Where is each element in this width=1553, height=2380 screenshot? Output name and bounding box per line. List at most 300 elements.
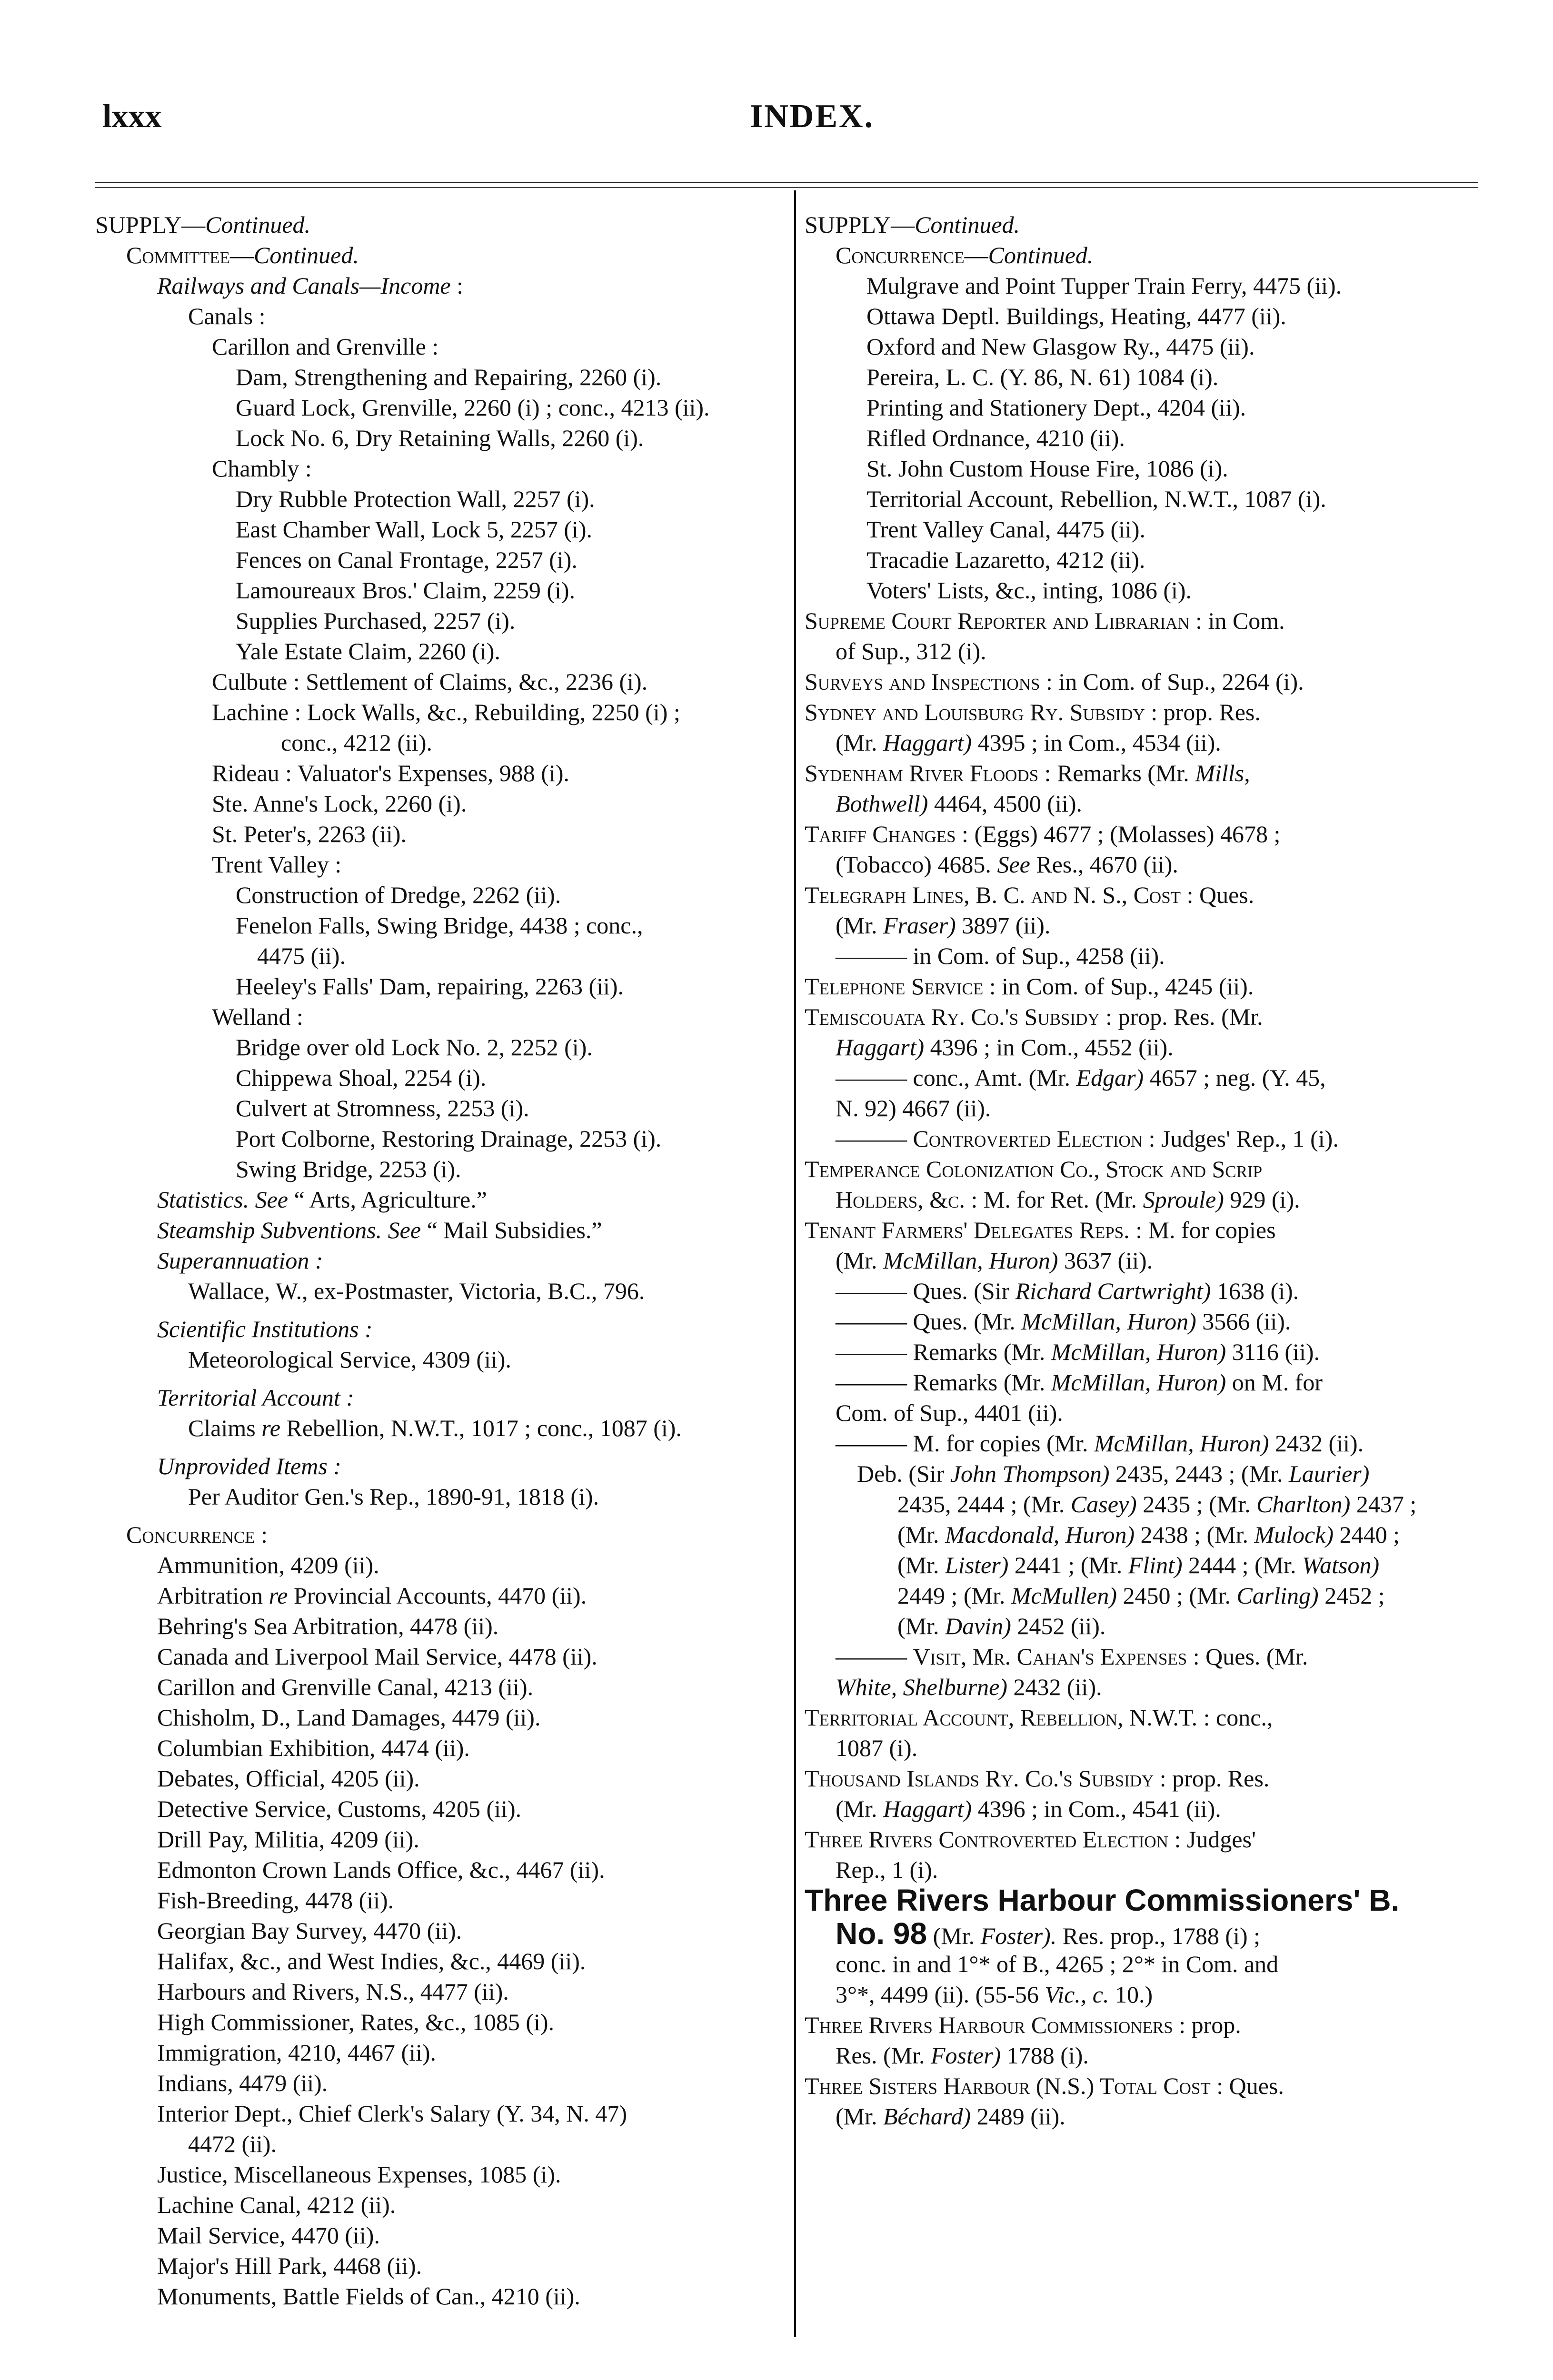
entry-text: 4475 (ii). bbox=[257, 942, 346, 969]
index-line bbox=[212, 697, 680, 727]
index-line bbox=[836, 1093, 991, 1123]
index-line bbox=[212, 758, 569, 788]
entry-text: : prop. Res. bbox=[1154, 1765, 1270, 1792]
index-line bbox=[897, 1550, 1379, 1580]
entry-text: Continued. bbox=[988, 242, 1094, 268]
entry-text: Immigration, 4210, 4467 (ii). bbox=[157, 2039, 437, 2066]
bill-title-text: No. 98 bbox=[836, 1916, 927, 1951]
index-line bbox=[157, 1184, 487, 1215]
entry-text: Wallace, W., ex-Postmaster, Victoria, B.C., 796. bbox=[188, 1278, 645, 1304]
entry-text: Arbitration bbox=[157, 1582, 269, 1609]
index-line bbox=[866, 301, 1286, 331]
index-line bbox=[836, 1979, 1153, 2010]
entry-text: Territorial Account : bbox=[157, 1384, 354, 1411]
index-line bbox=[157, 2007, 554, 2037]
entry-text: Rep., 1 (i). bbox=[836, 1856, 938, 1883]
index-line bbox=[157, 1854, 605, 1885]
index-line bbox=[836, 788, 1082, 819]
entry-text: 4472 (ii). bbox=[188, 2131, 277, 2157]
index-line bbox=[805, 971, 1254, 1002]
index-line bbox=[157, 1641, 597, 1672]
index-line bbox=[257, 941, 346, 971]
index-line bbox=[95, 209, 310, 240]
index-line bbox=[897, 1611, 1105, 1641]
entry-text: 10.) bbox=[1109, 1981, 1153, 2008]
index-line bbox=[836, 2101, 1065, 2132]
entry-text: 1638 (i). bbox=[1211, 1278, 1299, 1304]
entry-text: Guard Lock, Grenville, 2260 (i) ; conc., 4213 (ii). bbox=[236, 394, 710, 421]
index-line bbox=[805, 1885, 1399, 1918]
entry-text: Continued. bbox=[254, 242, 359, 268]
entry-text: Mail Service, 4470 (ii). bbox=[157, 2222, 380, 2249]
index-line bbox=[836, 1032, 1174, 1062]
entry-text: Canada and Liverpool Mail Service, 4478 (ii). bbox=[157, 1643, 597, 1670]
entry-text: See bbox=[388, 1217, 421, 1243]
index-line bbox=[836, 1367, 1323, 1398]
index-line bbox=[236, 971, 624, 1002]
entry-text: McMillan, Huron) bbox=[1051, 1339, 1226, 1365]
header-rule-secondary bbox=[95, 187, 1478, 188]
index-line bbox=[836, 1398, 1063, 1428]
entry-text: Behring's Sea Arbitration, 4478 (ii). bbox=[157, 1613, 499, 1639]
entry-text: Monuments, Battle Fields of Can., 4210 (ii). bbox=[157, 2283, 580, 2310]
index-line bbox=[236, 605, 515, 636]
entry-text: Construction of Dredge, 2262 (ii). bbox=[236, 882, 561, 908]
index-line bbox=[157, 1451, 341, 1481]
entry-text: Detective Service, Customs, 4205 (ii). bbox=[157, 1795, 522, 1822]
entry-text: Drill Pay, Militia, 4209 (ii). bbox=[157, 1826, 419, 1853]
index-line bbox=[866, 575, 1192, 605]
entry-text: Tracadie Lazaretto, 4212 (ii). bbox=[866, 546, 1145, 573]
index-line bbox=[236, 910, 643, 941]
index-line bbox=[897, 1580, 1385, 1611]
entry-text: (Mr. bbox=[836, 1795, 883, 1822]
entry-text: Charlton) bbox=[1256, 1491, 1351, 1517]
entry-heading: Concurrence bbox=[836, 242, 965, 268]
entry-text: Haggart) bbox=[883, 729, 972, 756]
entry-text: : Judges' Rep., 1 (i). bbox=[1143, 1125, 1339, 1152]
index-line bbox=[836, 1245, 1153, 1276]
entry-text: McMullen) bbox=[1011, 1582, 1117, 1609]
entry-text: 4395 ; in Com., 4534 (ii). bbox=[972, 729, 1221, 756]
entry-text: Meteorological Service, 4309 (ii). bbox=[188, 1346, 511, 1373]
index-line bbox=[805, 2010, 1241, 2040]
index-line bbox=[236, 423, 644, 453]
entry-text bbox=[382, 1217, 388, 1243]
index-line bbox=[188, 2129, 277, 2159]
entry-text: 3°*, 4499 (ii). (55-56 bbox=[836, 1981, 1045, 2008]
entry-heading: Visit, Mr. Cahan's Expenses bbox=[913, 1643, 1187, 1670]
entry-text: Indians, 4479 (ii). bbox=[157, 2070, 328, 2096]
entry-text: on M. for bbox=[1226, 1369, 1323, 1396]
entry-text: Pereira, L. C. (Y. 86, N. 61) 1084 (i). bbox=[866, 364, 1219, 390]
index-line bbox=[866, 331, 1254, 362]
entry-text: ——— conc., Amt. (Mr. bbox=[836, 1064, 1076, 1091]
entry-text: 4657 ; neg. (Y. 45, bbox=[1144, 1064, 1326, 1091]
entry-text bbox=[249, 1186, 255, 1213]
entry-text: Edgar) bbox=[1076, 1064, 1144, 1091]
entry-text: Halifax, &c., and West Indies, &c., 4469 (ii). bbox=[157, 1948, 586, 1974]
index-line bbox=[836, 1337, 1320, 1367]
index-line bbox=[836, 1306, 1291, 1337]
index-line bbox=[236, 514, 592, 545]
entry-text: : Ques. (Mr. bbox=[1187, 1643, 1308, 1670]
entry-text: SUPPLY— bbox=[805, 211, 915, 238]
entry-text: Debates, Official, 4205 (ii). bbox=[157, 1765, 420, 1792]
entry-text: Lister) bbox=[945, 1552, 1009, 1578]
entry-text: Welland : bbox=[212, 1003, 303, 1030]
entry-text: — bbox=[964, 242, 988, 268]
entry-text: : prop. Res. (Mr. bbox=[1099, 1003, 1263, 1030]
entry-text: : Remarks (Mr. bbox=[1038, 760, 1195, 786]
entry-text: Haggart) bbox=[883, 1795, 972, 1822]
index-line bbox=[836, 1062, 1326, 1093]
index-line bbox=[805, 1763, 1269, 1794]
index-line bbox=[805, 1824, 1256, 1854]
index-line bbox=[836, 1641, 1308, 1672]
entry-text: White, Shelburne) bbox=[836, 1674, 1008, 1700]
entry-text: Mills, bbox=[1195, 760, 1250, 786]
entry-text: See bbox=[255, 1186, 288, 1213]
entry-text: Edmonton Crown Lands Office, &c., 4467 (ii). bbox=[157, 1856, 605, 1883]
entry-text: Bothwell) bbox=[836, 790, 928, 817]
entry-text: Statistics. bbox=[157, 1186, 249, 1213]
entry-text: Yale Estate Claim, 2260 (i). bbox=[236, 638, 500, 664]
header-rule bbox=[95, 182, 1478, 183]
entry-text: : prop. bbox=[1173, 2012, 1241, 2038]
entry-text: of Sup., 312 (i). bbox=[836, 638, 986, 664]
index-line bbox=[188, 1481, 599, 1512]
entry-text: Res. (Mr. bbox=[836, 2042, 931, 2069]
entry-heading: Holders, &c. bbox=[836, 1186, 965, 1213]
entry-text: Carillon and Grenville : bbox=[212, 333, 439, 360]
entry-text: Macdonald, Huron) bbox=[945, 1521, 1135, 1548]
entry-text: Printing and Stationery Dept., 4204 (ii). bbox=[866, 394, 1246, 421]
index-line bbox=[866, 453, 1228, 484]
entry-text: : prop. Res. bbox=[1145, 699, 1261, 725]
entry-text: : in Com. bbox=[1189, 607, 1285, 634]
entry-text: (Mr. bbox=[927, 1923, 981, 1949]
index-line bbox=[212, 819, 407, 849]
index-line bbox=[157, 1314, 373, 1344]
index-line bbox=[236, 575, 575, 605]
entry-text: McMillan, Huron) bbox=[1021, 1308, 1196, 1335]
index-line bbox=[805, 697, 1261, 727]
page-number: lxxx bbox=[102, 98, 162, 135]
entry-text: 2438 ; (Mr. bbox=[1135, 1521, 1254, 1548]
entry-text: : in Com. of Sup., 2264 (i). bbox=[1040, 668, 1304, 695]
entry-text: re bbox=[261, 1415, 280, 1441]
index-line bbox=[188, 1344, 511, 1375]
entry-text: 2452 ; bbox=[1318, 1582, 1385, 1609]
index-line bbox=[281, 727, 432, 758]
entry-heading: Tenant Farmers' Delegates Reps. bbox=[805, 1217, 1130, 1243]
entry-text: Richard Cartwright) bbox=[1015, 1278, 1211, 1304]
index-line bbox=[805, 2071, 1284, 2101]
index-line bbox=[236, 1093, 529, 1123]
entry-text: Continued. bbox=[205, 211, 311, 238]
entry-text: Ottawa Deptl. Buildings, Heating, 4477 (ii). bbox=[866, 303, 1286, 329]
index-line bbox=[805, 819, 1280, 849]
entry-text: Culvert at Stromness, 2253 (i). bbox=[236, 1095, 529, 1121]
entry-text: Georgian Bay Survey, 4470 (ii). bbox=[157, 1917, 462, 1944]
index-line bbox=[836, 910, 1050, 941]
index-line bbox=[157, 1245, 323, 1276]
entry-text: 2437 ; bbox=[1350, 1491, 1417, 1517]
entry-text: ——— bbox=[836, 1643, 913, 1670]
entry-text: : M. for Ret. (Mr. bbox=[965, 1186, 1143, 1213]
index-line bbox=[157, 1885, 394, 1915]
index-line bbox=[212, 453, 312, 484]
entry-text: Sproule) bbox=[1143, 1186, 1224, 1213]
entry-text: 4396 ; in Com., 4552 (ii). bbox=[924, 1034, 1174, 1061]
entry-text: : M. for copies bbox=[1129, 1217, 1276, 1243]
index-line bbox=[212, 666, 647, 697]
entry-heading: Concurrence bbox=[126, 1521, 255, 1548]
entry-heading: Temperance Colonization Co., Stock and Scrip bbox=[805, 1156, 1263, 1182]
index-line bbox=[188, 301, 265, 331]
entry-text: (Mr. bbox=[836, 912, 883, 939]
index-line bbox=[836, 727, 1221, 758]
entry-text: ——— bbox=[836, 1125, 913, 1152]
index-line bbox=[836, 1794, 1221, 1824]
entry-text: Lachine : Lock Walls, &c., Rebuilding, 2250 (i) ; bbox=[212, 699, 680, 725]
entry-text: Per Auditor Gen.'s Rep., 1890-91, 1818 (i). bbox=[188, 1483, 599, 1510]
index-line bbox=[866, 392, 1246, 423]
index-line bbox=[805, 1702, 1273, 1733]
entry-text: Chippewa Shoal, 2254 (i). bbox=[236, 1064, 487, 1091]
entry-text: See bbox=[997, 851, 1030, 878]
entry-text: Watson) bbox=[1302, 1552, 1380, 1578]
entry-text: (Tobacco) 4685. bbox=[836, 851, 997, 878]
index-line bbox=[836, 1918, 1260, 1951]
entry-text: Provincial Accounts, 4470 (ii). bbox=[288, 1582, 587, 1609]
entry-heading: Territorial Account, Rebellion, N.W.T. bbox=[805, 1704, 1198, 1731]
entry-text: Béchard) bbox=[883, 2103, 971, 2130]
entry-text: Res., 4670 (ii). bbox=[1030, 851, 1178, 878]
index-line bbox=[836, 1854, 938, 1885]
index-line bbox=[157, 2068, 328, 2098]
index-line bbox=[157, 1976, 509, 2007]
entry-text: : Ques. bbox=[1181, 882, 1254, 908]
index-line bbox=[866, 423, 1125, 453]
entry-text: SUPPLY— bbox=[95, 211, 206, 238]
index-line bbox=[836, 1672, 1102, 1702]
index-line bbox=[157, 2037, 436, 2068]
entry-text: ——— Remarks (Mr. bbox=[836, 1339, 1051, 1365]
entry-heading: Three Rivers Harbour Commissioners bbox=[805, 2012, 1173, 2038]
index-line bbox=[157, 1215, 602, 1245]
entry-text: ——— Ques. (Sir bbox=[836, 1278, 1015, 1304]
entry-text: 1087 (i). bbox=[836, 1735, 918, 1761]
entry-text: : (Eggs) 4677 ; (Molasses) 4678 ; bbox=[956, 821, 1281, 847]
index-line bbox=[126, 1519, 268, 1550]
entry-text: Unprovided Items : bbox=[157, 1453, 341, 1479]
entry-heading: Surveys and Inspections bbox=[805, 668, 1040, 695]
entry-text: : in Com. of Sup., 4245 (ii). bbox=[983, 973, 1254, 1000]
entry-text: 2444 ; (Mr. bbox=[1182, 1552, 1303, 1578]
index-line bbox=[805, 880, 1254, 910]
entry-text: conc. in and 1°* of B., 4265 ; 2°* in Com. and bbox=[836, 1951, 1279, 1977]
index-line bbox=[188, 1413, 682, 1443]
entry-text: 929 (i). bbox=[1224, 1186, 1300, 1213]
entry-text: Foster). bbox=[980, 1923, 1057, 1949]
entry-text: Laurier) bbox=[1288, 1460, 1370, 1487]
entry-text: Ste. Anne's Lock, 2260 (i). bbox=[212, 790, 467, 817]
entry-text: Dry Rubble Protection Wall, 2257 (i). bbox=[236, 486, 595, 512]
entry-text: 2435, 2443 ; (Mr. bbox=[1109, 1460, 1289, 1487]
index-line bbox=[157, 2281, 580, 2311]
entry-text: John Thompson) bbox=[950, 1460, 1110, 1487]
index-line bbox=[157, 270, 463, 301]
entry-text: 1788 (i). bbox=[1001, 2042, 1089, 2069]
index-line bbox=[157, 2220, 380, 2251]
entry-text: 2432 (ii). bbox=[1269, 1430, 1364, 1457]
entry-text: McMillan, Huron) bbox=[883, 1247, 1058, 1274]
index-line bbox=[157, 1702, 540, 1733]
entry-text: 2441 ; (Mr. bbox=[1008, 1552, 1128, 1578]
entry-text: re bbox=[269, 1582, 288, 1609]
entry-text: Mulgrave and Point Tupper Train Ferry, 4475 (ii). bbox=[866, 272, 1342, 299]
entry-text: (Mr. bbox=[836, 729, 883, 756]
entry-heading: Telegraph Lines, B. C. and N. S., Cost bbox=[805, 882, 1181, 908]
index-line bbox=[157, 1672, 533, 1702]
index-line bbox=[866, 270, 1342, 301]
index-line bbox=[212, 788, 467, 819]
entry-text: Lamoureaux Bros.' Claim, 2259 (i). bbox=[236, 577, 576, 604]
index-line bbox=[836, 1428, 1364, 1458]
entry-text: 3897 (ii). bbox=[956, 912, 1051, 939]
index-line bbox=[157, 2251, 422, 2281]
entry-text: (Mr. bbox=[897, 1613, 945, 1639]
index-line bbox=[236, 362, 661, 392]
entry-text: : conc., bbox=[1197, 1704, 1273, 1731]
entry-text: High Commissioner, Rates, &c., 1085 (i). bbox=[157, 2009, 555, 2035]
index-line bbox=[805, 1154, 1262, 1184]
entry-text: (Mr. bbox=[836, 1247, 883, 1274]
entry-text: Supplies Purchased, 2257 (i). bbox=[236, 607, 516, 634]
index-line bbox=[866, 362, 1218, 392]
index-line bbox=[897, 1519, 1400, 1550]
index-line bbox=[157, 1794, 521, 1824]
entry-text: Heeley's Falls' Dam, repairing, 2263 (ii). bbox=[236, 973, 624, 1000]
entry-heading: Sydenham River Floods bbox=[805, 760, 1039, 786]
index-line bbox=[836, 1123, 1339, 1154]
index-line bbox=[805, 209, 1020, 240]
entry-text: Fish-Breeding, 4478 (ii). bbox=[157, 1887, 394, 1914]
entry-text: : bbox=[450, 272, 464, 299]
index-line bbox=[805, 1215, 1276, 1245]
index-line bbox=[157, 1611, 498, 1641]
entry-text: Voters' Lists, &c., inting, 1086 (i). bbox=[866, 577, 1192, 604]
index-line bbox=[866, 545, 1145, 575]
entry-text: 2452 (ii). bbox=[1011, 1613, 1106, 1639]
entry-text: Columbian Exhibition, 4474 (ii). bbox=[157, 1735, 470, 1761]
entry-text: (Mr. bbox=[897, 1521, 945, 1548]
entry-text: Superannuation : bbox=[157, 1247, 323, 1274]
entry-text: Com. of Sup., 4401 (ii). bbox=[836, 1399, 1063, 1426]
index-line bbox=[157, 1824, 419, 1854]
index-line bbox=[212, 331, 438, 362]
index-line bbox=[236, 392, 710, 423]
index-line bbox=[866, 514, 1145, 545]
entry-text: St. John Custom House Fire, 1086 (i). bbox=[866, 455, 1228, 482]
entry-text: : bbox=[255, 1521, 268, 1548]
entry-text: Davin) bbox=[945, 1613, 1011, 1639]
entry-text: Casey) bbox=[1070, 1491, 1137, 1517]
entry-text: 2450 ; (Mr. bbox=[1117, 1582, 1237, 1609]
entry-text: 4464, 4500 (ii). bbox=[928, 790, 1083, 817]
index-line bbox=[857, 1458, 1369, 1489]
entry-heading: Committee bbox=[126, 242, 230, 268]
entry-text: Flint) bbox=[1128, 1552, 1183, 1578]
index-line bbox=[157, 2098, 627, 2129]
index-line bbox=[212, 849, 341, 880]
index-line bbox=[236, 1032, 593, 1062]
entry-text: Swing Bridge, 2253 (i). bbox=[236, 1156, 461, 1182]
entry-text: Vic., c. bbox=[1045, 1981, 1109, 2008]
entry-heading: Thousand Islands Ry. Co.'s Subsidy bbox=[805, 1765, 1154, 1792]
index-line bbox=[157, 1580, 587, 1611]
entry-text: 2435 ; (Mr. bbox=[1136, 1491, 1257, 1517]
entry-heading: Sydney and Louisburg Ry. Subsidy bbox=[805, 699, 1145, 725]
index-line bbox=[212, 1002, 303, 1032]
entry-text: Mulock) bbox=[1254, 1521, 1334, 1548]
entry-text: East Chamber Wall, Lock 5, 2257 (i). bbox=[236, 516, 593, 543]
entry-text: “ Mail Subsidies.” bbox=[421, 1217, 602, 1243]
entry-text: Territorial Account, Rebellion, N.W.T., 1087 (i). bbox=[866, 486, 1326, 512]
entry-heading: Telephone Service bbox=[805, 973, 984, 1000]
entry-text: (Mr. bbox=[836, 2103, 883, 2130]
index-line bbox=[836, 240, 1093, 270]
column-divider bbox=[794, 190, 796, 2337]
index-line bbox=[157, 1915, 462, 1946]
entry-text: Scientific Institutions : bbox=[157, 1316, 373, 1342]
index-line bbox=[836, 636, 986, 666]
entry-text: Interior Dept., Chief Clerk's Salary (Y. 34, N. 47) bbox=[157, 2100, 627, 2127]
entry-text: “ Arts, Agriculture.” bbox=[288, 1186, 487, 1213]
index-line bbox=[836, 941, 1165, 971]
entry-text: ——— Ques. (Mr. bbox=[836, 1308, 1022, 1335]
entry-text: McMillan, Huron) bbox=[1051, 1369, 1226, 1396]
entry-text: Haggart) bbox=[836, 1034, 925, 1061]
entry-text: Port Colborne, Restoring Drainage, 2253 (i). bbox=[236, 1125, 662, 1152]
entry-text: 4396 ; in Com., 4541 (ii). bbox=[972, 1795, 1221, 1822]
entry-text: Chisholm, D., Land Damages, 4479 (ii). bbox=[157, 1704, 541, 1731]
entry-text: Ammunition, 4209 (ii). bbox=[157, 1552, 379, 1578]
entry-text: 2489 (ii). bbox=[971, 2103, 1065, 2130]
entry-text: 3116 (ii). bbox=[1226, 1339, 1320, 1365]
entry-heading: Three Rivers Controverted Election bbox=[805, 1826, 1168, 1853]
entry-text: Trent Valley : bbox=[212, 851, 342, 878]
entry-text: Chambly : bbox=[212, 455, 312, 482]
entry-text: McMillan, Huron) bbox=[1094, 1430, 1269, 1457]
entry-text: Justice, Miscellaneous Expenses, 1085 (i). bbox=[157, 2161, 561, 2188]
index-line bbox=[836, 1949, 1278, 1979]
entry-text: ——— in Com. of Sup., 4258 (ii). bbox=[836, 942, 1165, 969]
entry-text: Continued. bbox=[915, 211, 1020, 238]
entry-heading: Three Sisters Harbour (N.S.) Total Cost bbox=[805, 2073, 1211, 2099]
index-line bbox=[157, 2190, 396, 2220]
entry-text: Rebellion, N.W.T., 1017 ; conc., 1087 (i). bbox=[280, 1415, 682, 1441]
entry-text: Fraser) bbox=[883, 912, 956, 939]
entry-heading: Supreme Court Reporter and Librarian bbox=[805, 607, 1190, 634]
entry-text: 2432 (ii). bbox=[1007, 1674, 1102, 1700]
entry-text: Major's Hill Park, 4468 (ii). bbox=[157, 2252, 422, 2279]
entry-text: (Mr. bbox=[897, 1552, 945, 1578]
index-line bbox=[836, 849, 1178, 880]
entry-text: Trent Valley Canal, 4475 (ii). bbox=[866, 516, 1146, 543]
